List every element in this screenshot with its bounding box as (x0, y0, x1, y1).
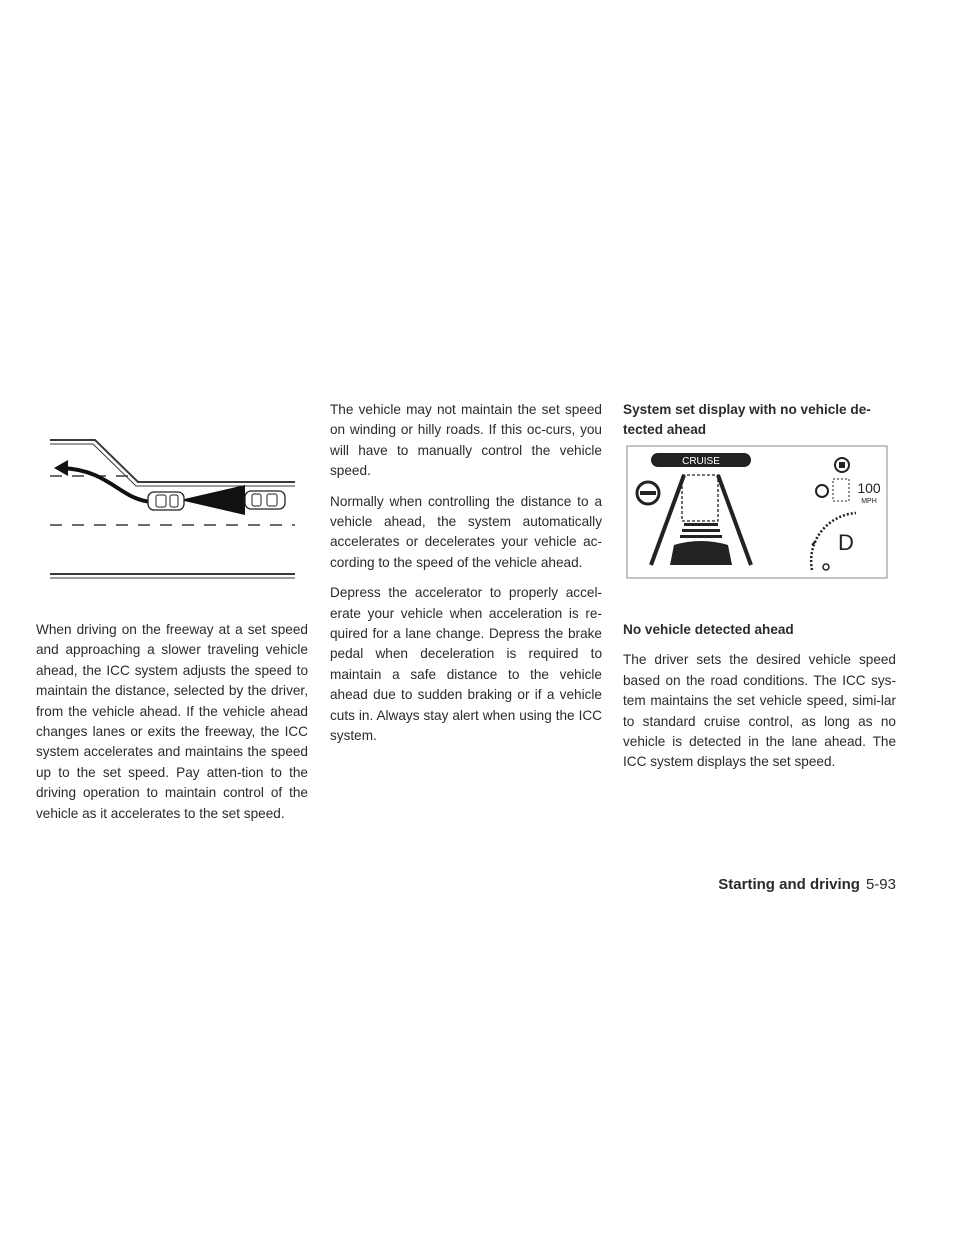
column-1 (36, 620, 308, 834)
cruise-label: CRUISE (682, 456, 720, 467)
set-speed-value: 100 (857, 480, 881, 496)
no-vehicle-heading: No vehicle detected ahead (623, 622, 794, 637)
own-vehicle (148, 492, 184, 510)
col2-paragraph-1: The vehicle may not maintain the set speed on winding or hilly roads. If this oc-curs, you will have to manually control the vehicle speed. (330, 402, 602, 479)
lane-change-illustration (40, 430, 300, 590)
radar-beam (180, 485, 245, 515)
gear-indicator: D (838, 530, 854, 555)
footer-section-title: Starting and driving (718, 876, 860, 893)
lane-change-arrow (62, 468, 152, 502)
column-2 (330, 400, 602, 757)
column-3 (623, 620, 896, 783)
col1-paragraph-1: When driving on the freeway at a set speed and approaching a slower traveling vehicle ahead, the ICC system adjusts the speed to maintain the distance, selected by the driver, from the vehicle ahead. If the vehicle ahead changes lanes or exits the freeway, the ICC system accelerates and maintains the speed up to the set speed. Pay atten-tion to the driving operation to maintain control of the vehicle as it accelerates to the set speed. (36, 622, 308, 821)
col2-paragraph-3: Depress the accelerator to properly accel-erate your vehicle when acceleration is re-quired for a lane change. Depress the brake pedal when deceleration is required to maintain a safe distance to the vehicle ahead due to sudden braking or if a vehicle cuts in. Always stay alert when using the ICC system. (330, 585, 602, 744)
display-figure-heading: System set display with no vehicle de-tected ahead (623, 402, 871, 438)
column-3-top (623, 400, 896, 451)
page-number: 5-93 (865, 876, 896, 893)
col3-paragraph-1: The driver sets the desired vehicle speed based on the road conditions. The ICC sys-tem maintains the set vehicle speed, simi-lar to standard cruise control, as long as no vehicle is detected in the lane ahead. The ICC system displays the set speed. (623, 652, 896, 770)
vehicle-ahead (245, 491, 285, 509)
own-car-rear-icon (670, 541, 732, 565)
col2-paragraph-2: Normally when controlling the distance to a vehicle ahead, the system automatically accelerates or decelerates your vehicle ac-cording to the speed of the vehicle ahead. (330, 493, 602, 570)
icc-display-illustration (626, 445, 888, 579)
speed-unit: MPH (861, 498, 877, 505)
page-footer (718, 876, 896, 893)
